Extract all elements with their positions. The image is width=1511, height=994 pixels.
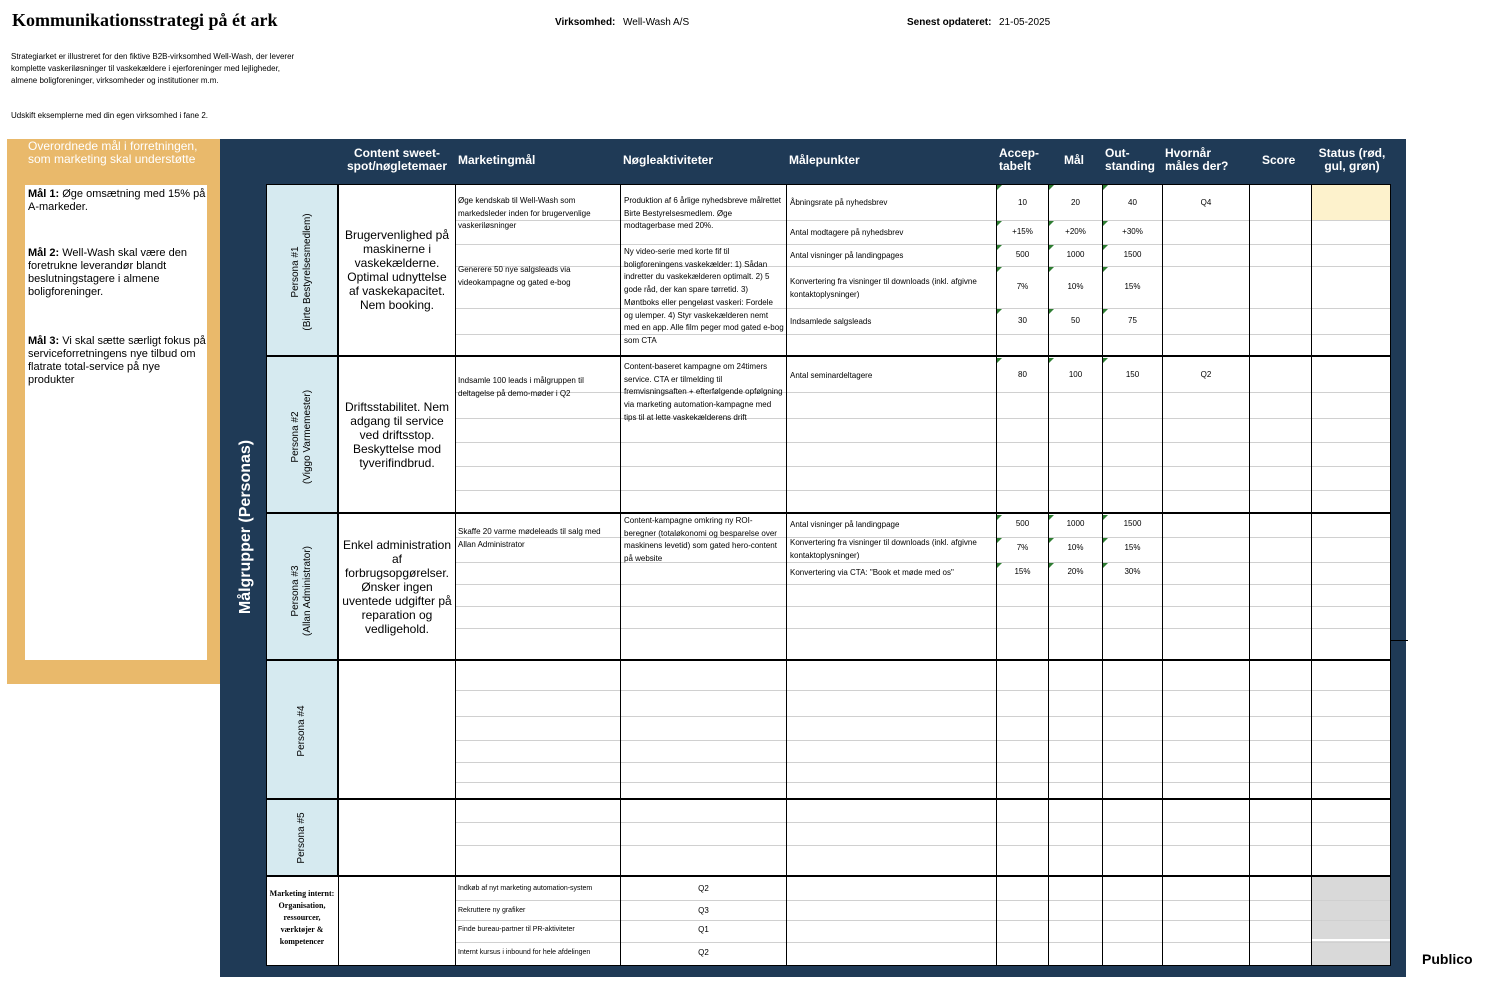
p1-metric-4-label[interactable]: Konvertering fra visninger til downloads (inkl. afgivne kontaktoplysninger): [790, 277, 977, 299]
header-aktiviteter: Nøgleaktiviteter: [623, 153, 714, 167]
p3-m1-out[interactable]: 1500: [1123, 519, 1142, 528]
persona-1-activity-2[interactable]: Ny video-serie med korte fif til boligforeningens vaskekælder: 1) Sådan indretter du vaskekælderen optimalt. 2) 5 gode råd, der kan spare tørretid. 3) Møntboks eller pengeløst vaskeri: Fordele og ulemper. 4) Styr vaskekælderen nemt med en app. Alle film peger mod gated e-bog som CTA: [624, 247, 784, 345]
persona-3-sweet[interactable]: Enkel administration af forbrugsopgørelser. Ønsker ingen uventede udgifter på reparation og vedligehold.: [342, 538, 452, 636]
p1-m5-acc[interactable]: 30: [1018, 316, 1027, 325]
goals-title: Overordnede mål i forretningen, som marketing skal understøtte: [28, 139, 198, 166]
p1-m2-acc[interactable]: +15%: [1012, 227, 1033, 236]
comment-marker-icon: [1049, 358, 1054, 363]
persona-3-activity-1[interactable]: Content-kampagne omkring ny ROI-beregner (totaløkonomi og besparelse over maskinens levetid) som gated hero-content på website: [624, 516, 777, 564]
internal-row-1-q[interactable]: Q2: [698, 884, 709, 893]
p1-m2-out[interactable]: +30%: [1122, 227, 1143, 236]
persona-1-sub: (Birte Bestyrelsesmedlem): [302, 213, 313, 331]
comment-marker-icon: [997, 185, 1002, 190]
internal-row-2[interactable]: Rekruttere ny grafiker: [458, 907, 526, 914]
comment-marker-icon: [997, 221, 1002, 226]
p1-m5-goal[interactable]: 50: [1071, 316, 1080, 325]
header-marketingmaal: Marketingmål: [458, 153, 536, 167]
p3-metric-2-label[interactable]: Konvertering fra visninger til downloads (inkl. afgivne kontaktoplysninger): [790, 538, 977, 560]
internal-row-4-q[interactable]: Q2: [698, 948, 709, 957]
persona-3-name: Persona #3: [290, 565, 301, 617]
comment-marker-icon: [1103, 515, 1108, 520]
goal-3-label: Mål 3:: [28, 335, 60, 347]
comment-marker-icon: [1049, 185, 1054, 190]
p2-m1-acc[interactable]: 80: [1018, 370, 1027, 379]
internal-block: [266, 876, 1391, 966]
persona-1-goal-1[interactable]: Øge kendskab til Well-Wash som markedsleder inden for brugervenlige vaskeriløsninger: [458, 196, 591, 231]
goal-1-label: Mål 1:: [28, 188, 60, 200]
publico-logo: Publico: [1422, 951, 1473, 967]
persona-2-goal-1[interactable]: Indsamle 100 leads i målgruppen til deltagelse på demo-møder i Q2: [458, 376, 584, 398]
header-status: Status (rød, gul, grøn): [1318, 146, 1386, 173]
header-score: Score: [1262, 153, 1296, 167]
p1-m5-out[interactable]: 75: [1128, 316, 1137, 325]
p1-metric-3-label[interactable]: Antal visninger på landingpages: [790, 251, 904, 260]
status-cell-gray-2[interactable]: [1312, 941, 1390, 965]
comment-marker-icon: [997, 563, 1002, 568]
goal-2-label: Mål 2:: [28, 247, 60, 259]
p2-m1-out[interactable]: 150: [1125, 370, 1140, 379]
p3-m2-goal[interactable]: 10%: [1067, 543, 1084, 552]
p3-m1-acc[interactable]: 500: [1015, 519, 1030, 528]
header-outstanding: Out-standing: [1105, 146, 1155, 173]
p1-m3-acc[interactable]: 500: [1015, 250, 1030, 259]
goal-1: [28, 188, 206, 214]
goal-2-text: Well-Wash skal være den foretrukne leverandør blandt beslutningstagere i almene boligforeninger.: [28, 247, 187, 298]
p3-metric-3-label[interactable]: Konvertering via CTA: "Book et møde med os": [790, 568, 954, 577]
intro-line-1: Strategiarket er illustreret for den fiktive B2B-virksomhed Well-Wash, der leverer: [11, 52, 295, 61]
goal-3-text: Vi skal sætte særligt fokus på serviceforretningens nye tilbud om flatrate total-service på nye produkter: [28, 335, 206, 386]
persona-1-name: Persona #1: [290, 246, 301, 298]
header-maalepunkter: Målepunkter: [789, 153, 860, 167]
intro-line-2: komplette vaskeriløsninger til vaskekældere i ejerforeninger med lejligheder,: [11, 64, 281, 73]
persona-1-goal-2[interactable]: Generere 50 nye salgsleads via videokampagne og gated e-bog: [458, 265, 571, 287]
persona-3-label: [290, 546, 314, 636]
p1-m3-out[interactable]: 1500: [1123, 250, 1142, 259]
p1-m1-acc[interactable]: 10: [1018, 198, 1027, 207]
persona-2-sub: (Viggo Varmemester): [302, 389, 313, 485]
p1-m1-goal[interactable]: 20: [1071, 198, 1080, 207]
p1-m4-acc[interactable]: 7%: [1016, 282, 1029, 291]
goal-1-text: Øge omsætning med 15% på A-markeder.: [28, 188, 206, 213]
comment-marker-icon: [997, 538, 1002, 543]
p3-m2-acc[interactable]: 7%: [1016, 543, 1029, 552]
comment-marker-icon: [1049, 245, 1054, 250]
p3-m3-out[interactable]: 30%: [1124, 567, 1141, 576]
internal-row-3[interactable]: Finde bureau-partner til PR-aktiviteter: [458, 926, 575, 933]
p1-m2-goal[interactable]: +20%: [1065, 227, 1086, 236]
intro-line-3: almene boligforeninger, virksomheder og institutioner m.m.: [11, 76, 219, 85]
comment-marker-icon: [1103, 267, 1108, 272]
comment-marker-icon: [1049, 309, 1054, 314]
comment-marker-icon: [1049, 221, 1054, 226]
persona-3-goal-1[interactable]: Skaffe 20 varme mødeleads til salg med Allan Administrator: [458, 527, 601, 549]
comment-marker-icon: [1103, 538, 1108, 543]
persona-4-label: Persona #4: [296, 705, 307, 757]
updated-value: 21-05-2025: [999, 17, 1051, 28]
persona-2-label: [290, 390, 314, 484]
header-acceptabelt: Accep-tabelt: [999, 146, 1040, 173]
p3-metric-1-label[interactable]: Antal visninger på landingpage: [790, 520, 900, 529]
comment-marker-icon: [1103, 221, 1108, 226]
p2-m1-goal[interactable]: 100: [1068, 370, 1083, 379]
company-label: Virksomhed:: [555, 17, 616, 28]
page-title: Kommunikationsstrategi på ét ark: [12, 10, 278, 30]
persona-5-block: [266, 799, 1391, 877]
p3-m2-out[interactable]: 15%: [1124, 543, 1141, 552]
persona-2-name: Persona #2: [290, 411, 301, 463]
p2-m1-when[interactable]: Q2: [1200, 370, 1212, 379]
internal-label: Marketing internt: Organisation, ressourcer, værktøjer & kompetencer: [269, 889, 335, 946]
goals-content[interactable]: [25, 185, 207, 660]
header-sweet-spot: Content sweet-spot/nøgletemaer: [346, 146, 448, 173]
persona-3-sub: (Allan Administrator): [302, 545, 313, 637]
comment-marker-icon: [1049, 267, 1054, 272]
persona-1-activity-1[interactable]: Produktion af 6 årlige nyhedsbreve målrettet Birte Bestyrelsesmedlem. Øge modtagerbase med 20%.: [624, 196, 781, 231]
comment-marker-icon: [1103, 245, 1108, 250]
p2-metric-1-label[interactable]: Antal seminardeltagere: [790, 371, 873, 380]
status-cell-gray-1[interactable]: [1312, 877, 1390, 939]
p1-metric-2-label[interactable]: Antal modtagere på nyhedsbrev: [790, 228, 904, 237]
comment-marker-icon: [997, 515, 1002, 520]
comment-marker-icon: [997, 267, 1002, 272]
internal-row-1[interactable]: Indkøb af nyt marketing automation-system: [458, 885, 593, 892]
p3-m1-goal[interactable]: 1000: [1066, 519, 1085, 528]
comment-marker-icon: [997, 358, 1002, 363]
p1-m1-when[interactable]: Q4: [1200, 198, 1212, 207]
internal-row-3-q[interactable]: Q1: [698, 925, 709, 934]
goal-3: [28, 335, 206, 387]
persona-2-sweet[interactable]: Driftsstabilitet. Nem adgang til service ved driftsstop. Beskyttelse mod tyverifindbrud.: [344, 400, 450, 470]
intro-note: Udskift eksemplerne med din egen virksomhed i fane 2.: [11, 111, 208, 120]
p1-m4-goal[interactable]: 10%: [1067, 282, 1084, 291]
p1-m4-out[interactable]: 15%: [1124, 282, 1141, 291]
p1-metric-5-label[interactable]: Indsamlede salgsleads: [790, 317, 872, 326]
header-hvornaar: Hvornår måles der?: [1165, 146, 1229, 173]
goal-2: [28, 247, 206, 299]
company-value: Well-Wash A/S: [623, 17, 690, 28]
p1-m3-goal[interactable]: 1000: [1066, 250, 1085, 259]
updated-label: Senest opdateret:: [907, 17, 992, 28]
comment-marker-icon: [1103, 185, 1108, 190]
comment-marker-icon: [1049, 563, 1054, 568]
header-maal: Mål: [1064, 153, 1085, 167]
persona-2-activity-1[interactable]: Content-baseret kampagne om 24timers service. CTA er tilmelding til fremvisningsaften + efterfølgende opfølgning via marketing automation-kampagne med tips til at lette vaskekælderens drift: [624, 362, 783, 422]
internal-row-2-q[interactable]: Q3: [698, 906, 709, 915]
comment-marker-icon: [1049, 538, 1054, 543]
internal-row-4[interactable]: Internt kursus i inbound for hele afdelingen: [458, 949, 591, 956]
p3-m3-acc[interactable]: 15%: [1014, 567, 1031, 576]
comment-marker-icon: [1103, 358, 1108, 363]
p1-m1-out[interactable]: 40: [1128, 198, 1137, 207]
comment-marker-icon: [1103, 563, 1108, 568]
comment-marker-icon: [997, 309, 1002, 314]
persona-4-block: [266, 660, 1391, 800]
persona-5-label: Persona #5: [296, 812, 307, 864]
status-cell-highlight[interactable]: [1312, 185, 1390, 220]
persona-1-sweet[interactable]: Brugervenlighed på maskinerne i vaskekælderne. Optimal udnyttelse af vaskekapacitet. Nem booking.: [344, 228, 450, 312]
personas-vertical-title: Målgrupper (Personas): [237, 439, 254, 615]
persona-1-label: [290, 213, 314, 330]
p3-m3-goal[interactable]: 20%: [1067, 567, 1084, 576]
comment-marker-icon: [1049, 515, 1054, 520]
p1-metric-1-label[interactable]: Åbningsrate på nyhedsbrev: [790, 198, 888, 207]
comment-marker-icon: [1103, 309, 1108, 314]
comment-marker-icon: [997, 245, 1002, 250]
